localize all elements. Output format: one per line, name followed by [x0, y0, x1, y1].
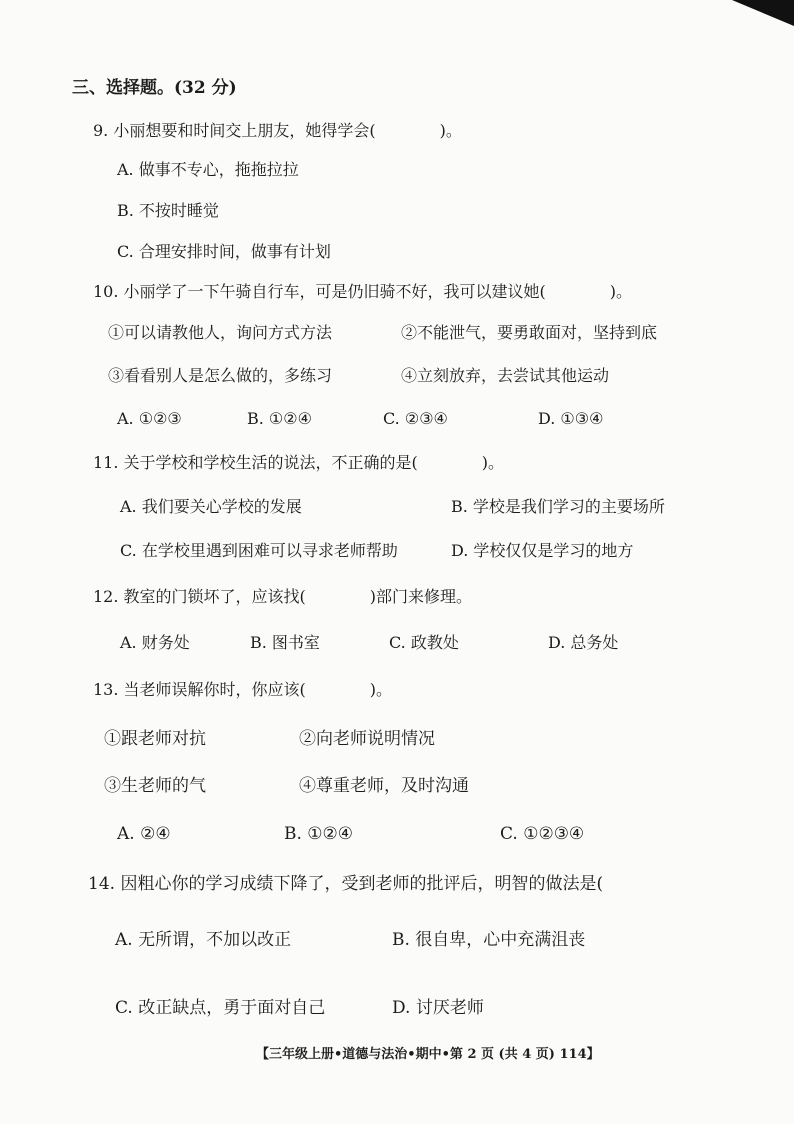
question-14-option-c: C. 改正缺点，勇于面对自己 — [115, 998, 326, 1018]
question-14-option-b: B. 很自卑，心中充满沮丧 — [392, 930, 586, 950]
question-11-stem: 11. 关于学校和学校生活的说法，不正确的是( )。 — [93, 453, 505, 472]
question-9-option-b: B. 不按时睡觉 — [117, 201, 219, 220]
question-13-item-2: ②向老师说明情况 — [299, 729, 435, 749]
question-10-item-3: ③看看别人是怎么做的，多练习 — [108, 366, 333, 385]
question-12-option-c: C. 政教处 — [389, 633, 459, 652]
question-12-option-a: A. 财务处 — [120, 633, 190, 652]
question-11-option-a: A. 我们要关心学校的发展 — [120, 497, 302, 516]
question-13-option-c: C. ①②③④ — [500, 824, 585, 844]
question-11-option-d: D. 学校仅仅是学习的地方 — [451, 541, 634, 560]
section-title: 三、选择题。(32 分) — [72, 78, 237, 98]
page-footer: 【三年级上册•道德与法治•期中•第 2 页 (共 4 页) 114】 — [256, 1047, 600, 1062]
question-12-stem: 12. 教室的门锁坏了，应该找( )部门来修理。 — [93, 587, 473, 606]
question-13-option-b: B. ①②④ — [284, 824, 354, 844]
question-11-option-b: B. 学校是我们学习的主要场所 — [451, 497, 665, 516]
question-14-option-a: A. 无所谓，不加以改正 — [115, 930, 292, 950]
question-10-option-d: D. ①③④ — [538, 409, 604, 428]
question-11-option-c: C. 在学校里遇到困难可以寻求老师帮助 — [120, 541, 398, 560]
question-12-option-d: D. 总务处 — [548, 633, 619, 652]
scan-corner-shadow — [732, 0, 794, 26]
question-12-option-b: B. 图书室 — [250, 633, 320, 652]
question-13-item-3: ③生老师的气 — [104, 776, 206, 796]
question-10-stem: 10. 小丽学了一下午骑自行车，可是仍旧骑不好，我可以建议她( )。 — [93, 282, 633, 301]
question-14-option-d: D. 讨厌老师 — [392, 998, 484, 1018]
question-13-item-1: ①跟老师对抗 — [104, 729, 206, 749]
question-10-option-a: A. ①②③ — [117, 409, 182, 428]
question-13-stem: 13. 当老师误解你时，你应该( )。 — [93, 680, 393, 699]
question-13-option-a: A. ②④ — [117, 824, 171, 844]
question-13-item-4: ④尊重老师，及时沟通 — [299, 776, 469, 796]
question-10-item-4: ④立刻放弃，去尝试其他运动 — [401, 366, 610, 385]
question-9-stem: 9. 小丽想要和时间交上朋友，她得学会( )。 — [93, 121, 462, 140]
question-10-option-c: C. ②③④ — [383, 409, 448, 428]
question-10-option-b: B. ①②④ — [247, 409, 312, 428]
question-10-item-2: ②不能泄气，要勇敢面对，坚持到底 — [401, 323, 658, 342]
question-9-option-c: C. 合理安排时间，做事有计划 — [117, 242, 331, 261]
question-9-option-a: A. 做事不专心，拖拖拉拉 — [117, 160, 299, 179]
question-10-item-1: ①可以请教他人，询问方式方法 — [108, 323, 333, 342]
question-14-stem: 14. 因粗心你的学习成绩下降了，受到老师的批评后，明智的做法是( — [88, 874, 604, 894]
